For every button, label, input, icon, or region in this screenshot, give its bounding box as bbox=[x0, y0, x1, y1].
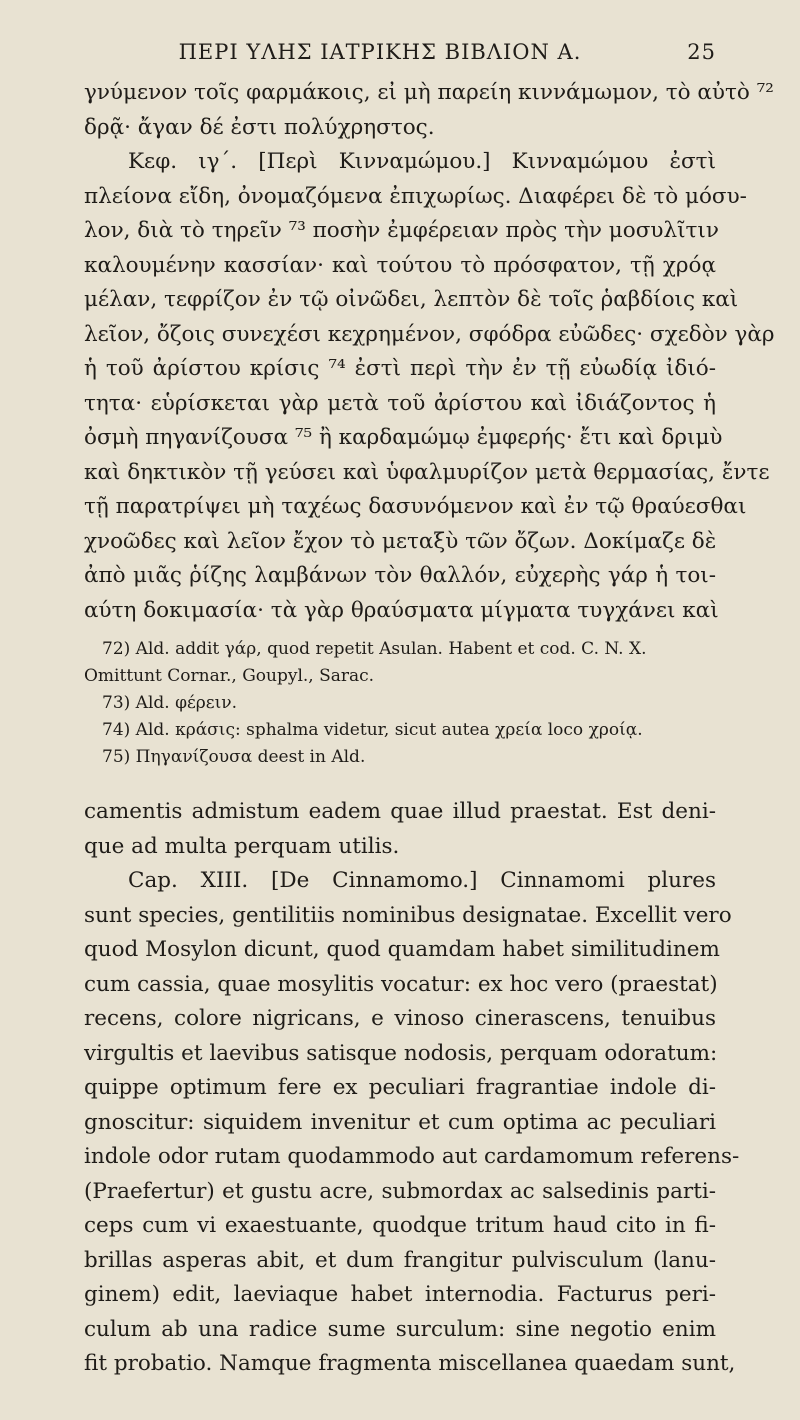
latin-text-block bbox=[84, 795, 740, 1382]
latin-line: culum ab una radice sume surculum: sine negotio enim bbox=[84, 1316, 716, 1342]
greek-line: πλείονα εἴδη, ὀνομαζόμενα ἐπιχωρίως. Διαφέρει δὲ τὸ μόσυ- bbox=[84, 183, 747, 209]
greek-line: χνοῶδες καὶ λεῖον ἔχον τὸ μεταξὺ τῶν ὄζων. Δοκίμαζε δὲ bbox=[84, 528, 717, 554]
latin-line: fit probatio. Namque fragmenta miscellanea quaedam sunt, bbox=[84, 1351, 736, 1376]
running-title: ΠΕΡΙ ΥΛΗΣ ΙΑΤΡΙΚΗΣ ΒΙΒΛΙΟΝ Α. bbox=[178, 40, 582, 64]
footnote: 74) Ald. κράσις: sphalma videtur, sicut autea χρεία loco χροίᾳ. bbox=[102, 720, 643, 740]
footnote: 75) Πηγανίζουσα deest in Ald. bbox=[102, 747, 366, 767]
greek-chapter-heading: Κεφ. ιγ΄. [Περὶ Κινναμώμου.] Κινναμώμου ἐστὶ bbox=[128, 149, 716, 174]
latin-line: quippe optimum fere ex peculiari fragrantiae indole di- bbox=[84, 1075, 716, 1100]
greek-line: ὀσμὴ πηγανίζουσα ⁷⁵ ἢ καρδαμώμῳ ἐμφερής· ἔτι καὶ δριμὺ bbox=[84, 425, 723, 450]
footnote: 73) Ald. φέρειν. bbox=[102, 693, 237, 713]
latin-line: indole odor rutam quodammodo aut cardamomum referens- bbox=[84, 1144, 740, 1169]
latin-line: virgultis et laevibus satisque nodosis, perquam odoratum: bbox=[84, 1040, 718, 1066]
greek-line: δρᾷ· ἄγαν δέ ἐστι πολύχρηστος. bbox=[84, 114, 435, 140]
greek-text-block bbox=[84, 76, 775, 628]
latin-line: sunt species, gentilitiis nominibus designatae. Excellit vero bbox=[84, 902, 732, 928]
greek-line: ἡ τοῦ ἀρίστου κρίσις ⁷⁴ ἐστὶ περὶ τὴν ἐν τῇ εὐωδίᾳ ἰδιό- bbox=[84, 356, 716, 381]
latin-line: quod Mosylon dicunt, quod quamdam habet similitudinem bbox=[84, 937, 720, 962]
latin-line: que ad multa perquam utilis. bbox=[84, 833, 400, 859]
running-head bbox=[84, 40, 716, 74]
greek-line: λεῖον, ὄζοις συνεχέσι κεχρημένον, σφόδρα εὐῶδες· σχεδὸν γὰρ bbox=[84, 321, 775, 347]
latin-line: camentis admistum eadem quae illud praestat. Est deni- bbox=[84, 799, 716, 824]
greek-line: αύτη δοκιμασία· τὰ γὰρ θραύσματα μίγματα τυγχάνει καὶ bbox=[84, 597, 719, 623]
latin-line: (Praefertur) et gustu acre, submordax ac salsedinis parti- bbox=[84, 1178, 716, 1204]
greek-line: ἀπὸ μιᾶς ῥίζης λαμβάνων τὸν θαλλόν, εὐχερὴς γάρ ἡ τοι- bbox=[84, 563, 716, 588]
greek-line: τῇ παρατρίψει μὴ ταχέως δασυνόμενον καὶ ἐν τῷ θραύεσθαι bbox=[84, 494, 747, 519]
greek-line: μέλαν, τεφρίζον ἐν τῷ οἰνῶδει, λεπτὸν δὲ τοῖς ῥαβδίοις καὶ bbox=[84, 287, 739, 312]
latin-chapter-heading: Cap. XIII. [De Cinnamomo.] Cinnamomi plures bbox=[128, 868, 716, 893]
footnote: 72) Ald. addit γάρ, quod repetit Asulan. Habent et cod. C. N. X. bbox=[102, 639, 647, 659]
latin-line: recens, colore nigricans, e vinoso cinerascens, tenuibus bbox=[84, 1006, 716, 1031]
greek-line: λον, διὰ τὸ τηρεῖν ⁷³ ποσὴν ἐμφέρειαν πρὸς τὴν μοσυλῖτιν bbox=[84, 218, 719, 243]
latin-line: gnoscitur: siquidem invenitur et cum optima ac peculiari bbox=[84, 1109, 716, 1135]
latin-line: brillas asperas abit, et dum frangitur pulvisculum (lanu- bbox=[84, 1247, 716, 1273]
greek-line: τητα· εὑρίσκεται γὰρ μετὰ τοῦ ἀρίστου καὶ ἰδιάζοντος ἡ bbox=[84, 390, 716, 416]
footnotes bbox=[84, 636, 716, 771]
page-number: 25 bbox=[687, 40, 716, 64]
greek-line: γνύμενον τοῖς φαρμάκοις, εἰ μὴ παρείη κιννάμωμον, τὸ αὐτὸ ⁷² bbox=[84, 80, 774, 105]
greek-line: καλουμένην κασσίαν· καὶ τούτου τὸ πρόσφατον, τῇ χρόᾳ bbox=[84, 252, 716, 278]
greek-line: καὶ δηκτικὸν τῇ γεύσει καὶ ὑφαλμυρίζον μετὰ θερμασίας, ἔντε bbox=[84, 459, 770, 485]
footnote: Omittunt Cornar., Goupyl., Sarac. bbox=[84, 666, 375, 686]
latin-line: ceps cum vi exaestuante, quodque tritum haud cito in fi- bbox=[84, 1213, 716, 1238]
latin-line: cum cassia, quae mosylitis vocatur: ex hoc vero (praestat) bbox=[84, 971, 718, 997]
latin-line: ginem) edit, laeviaque habet internodia. Facturus peri- bbox=[84, 1282, 716, 1307]
